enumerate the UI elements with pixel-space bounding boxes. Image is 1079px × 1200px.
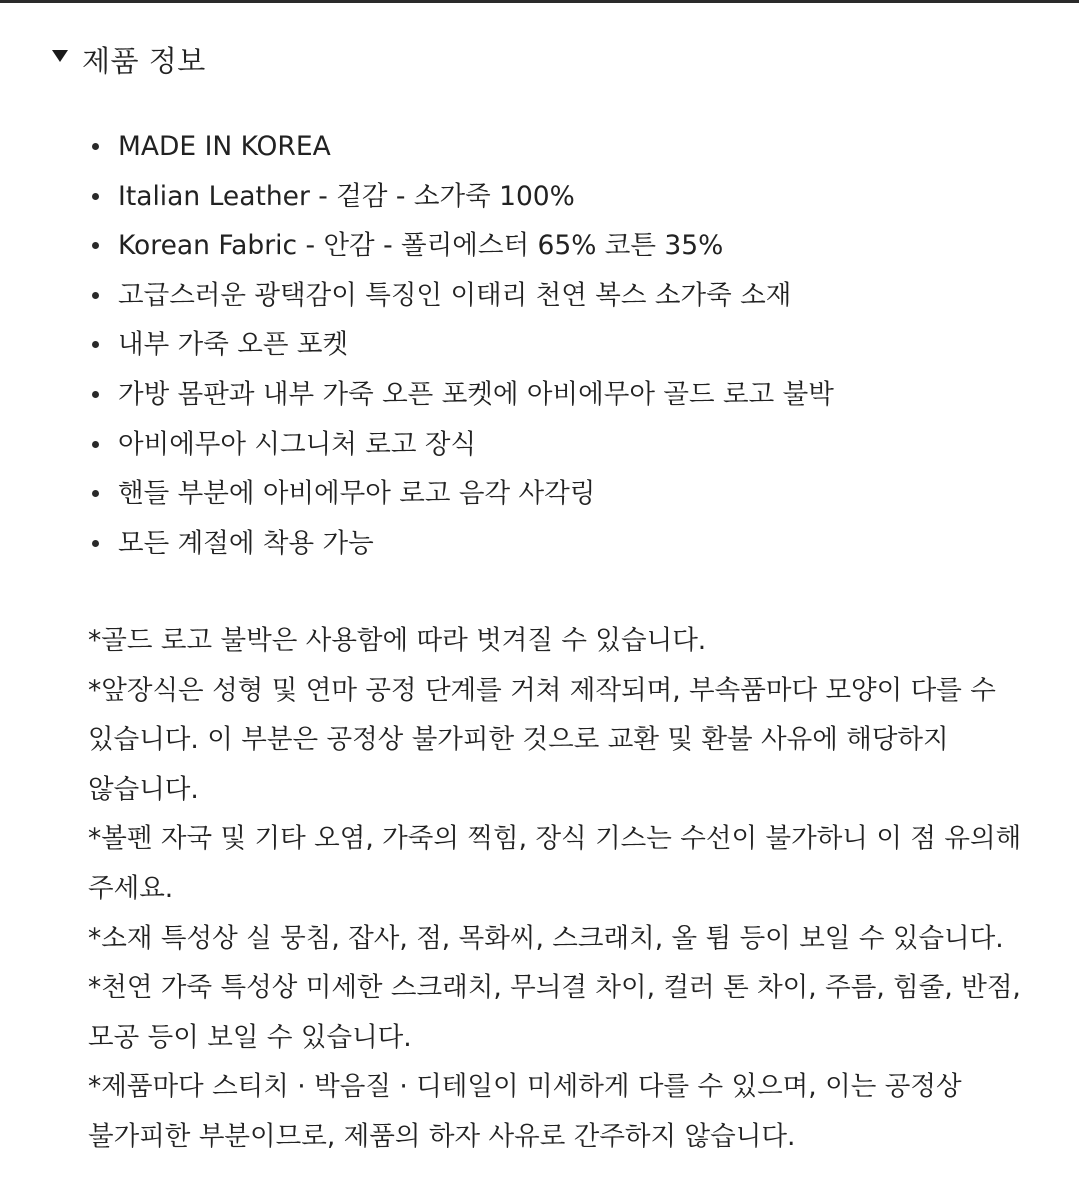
spec-text: 아비에무아 시그니처 로고 장식 bbox=[118, 428, 477, 460]
note-paragraph: *골드 로고 불박은 사용함에 따라 벗겨질 수 있습니다. bbox=[88, 625, 707, 656]
spec-text: Italian Leather - 겉감 - 소가죽 100% bbox=[118, 180, 575, 212]
bullet-icon bbox=[92, 341, 99, 348]
spec-item bbox=[88, 271, 834, 321]
spec-item bbox=[88, 469, 834, 519]
care-notes bbox=[88, 616, 1033, 1162]
spec-item bbox=[88, 221, 834, 271]
product-info-toggle[interactable] bbox=[52, 36, 206, 82]
note-paragraph: *앞장식은 성형 및 연마 공정 단계를 거쳐 제작되며, 부속품마다 모양이 다를 수 있습니다. 이 부분은 공정상 불가피한 것으로 교환 및 환불 사유에 해당하지 않습니다. bbox=[88, 674, 996, 805]
bullet-icon bbox=[92, 540, 99, 547]
spec-text: 내부 가죽 오픈 포켓 bbox=[118, 329, 349, 361]
note-paragraph: *볼펜 자국 및 기타 오염, 가죽의 찍힘, 장식 기스는 수선이 불가하니 이 점 유의해 주세요. bbox=[88, 823, 1022, 904]
bullet-icon bbox=[92, 441, 99, 448]
spec-item bbox=[88, 172, 834, 222]
spec-text: 핸들 부분에 아비에무아 로고 음각 사각링 bbox=[118, 478, 596, 510]
spec-list bbox=[88, 122, 834, 568]
spec-text: Korean Fabric - 안감 - 폴리에스터 65% 코튼 35% bbox=[118, 230, 724, 262]
note-paragraph: *소재 특성상 실 뭉침, 잡사, 점, 목화씨, 스크래치, 올 튐 등이 보일 수 있습니다. bbox=[88, 922, 1004, 954]
spec-item bbox=[88, 420, 834, 470]
spec-text: 모든 계절에 착용 가능 bbox=[118, 527, 374, 559]
note-paragraph: *제품마다 스티치 · 박음질 · 디테일이 미세하게 다를 수 있으며, 이는 공정상 불가피한 부분이므로, 제품의 하자 사유로 간주하지 않습니다. bbox=[88, 1071, 962, 1152]
spec-item bbox=[88, 122, 834, 172]
bullet-icon bbox=[92, 292, 99, 299]
spec-text: MADE IN KOREA bbox=[118, 131, 331, 162]
spec-item bbox=[88, 320, 834, 370]
bullet-icon bbox=[92, 193, 99, 200]
bullet-icon bbox=[92, 490, 99, 497]
top-divider bbox=[0, 0, 1079, 3]
section-title: 제품 정보 bbox=[82, 43, 206, 78]
bullet-icon bbox=[92, 391, 99, 398]
bullet-icon bbox=[92, 143, 99, 150]
spec-item bbox=[88, 519, 834, 569]
disclosure-triangle-icon bbox=[52, 50, 68, 62]
bullet-icon bbox=[92, 242, 99, 249]
spec-item bbox=[88, 370, 834, 420]
spec-text: 고급스러운 광택감이 특징인 이태리 천연 복스 소가죽 소재 bbox=[118, 279, 792, 311]
note-paragraph: *천연 가죽 특성상 미세한 스크래치, 무늬결 차이, 컬러 톤 차이, 주름, 힘줄, 반점, 모공 등이 보일 수 있습니다. bbox=[88, 972, 1021, 1053]
spec-text: 가방 몸판과 내부 가죽 오픈 포켓에 아비에무아 골드 로고 불박 bbox=[118, 378, 834, 410]
